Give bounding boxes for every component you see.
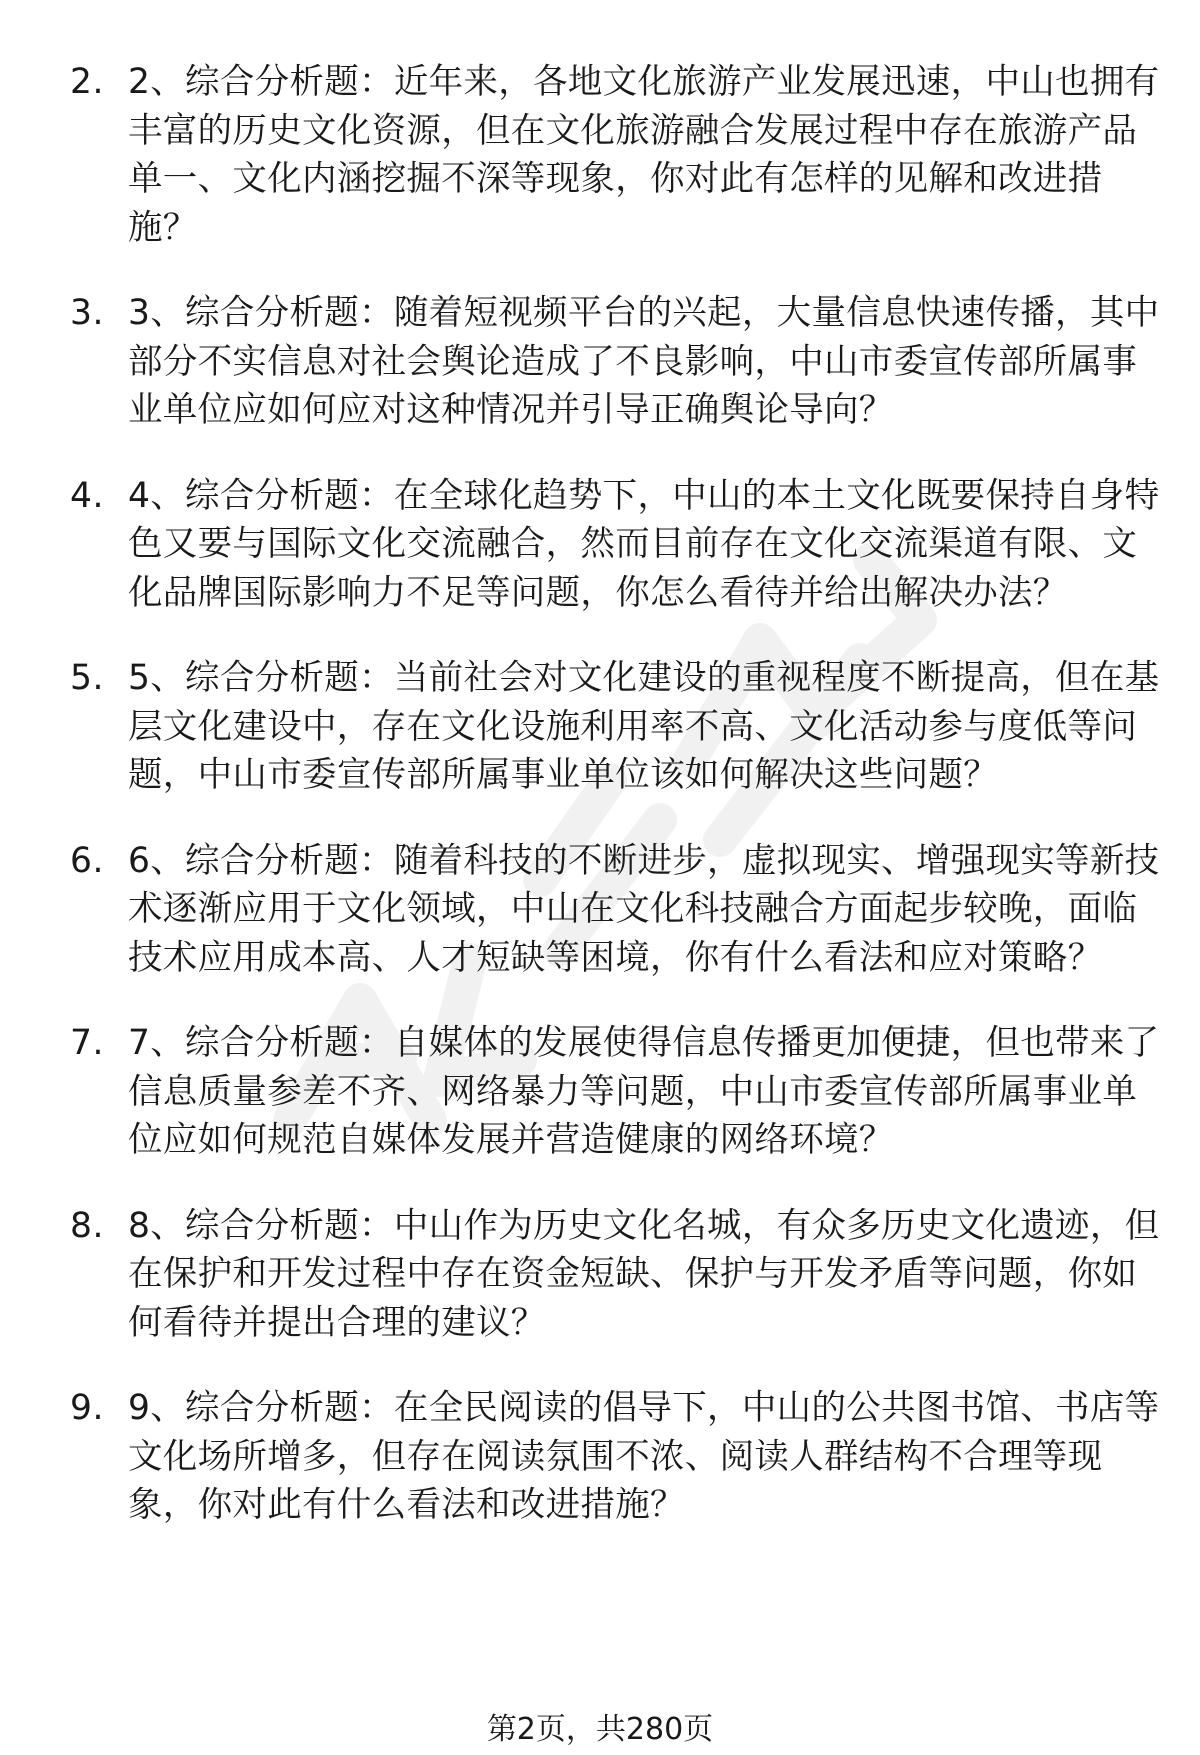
question-item <box>70 1019 1160 1165</box>
question-number: 8. <box>70 1205 104 1246</box>
question-number: 9. <box>70 1388 104 1428</box>
question-number: 7. <box>70 1023 104 1063</box>
question-text: 4、综合分析题：在全球化趋势下，中山的本土文化既要保持自身特色又要与国际文化交流融合，然而目前存在文化交流渠道有限、文化品牌国际影响力不足等问题，你怎么看待并给出解决办法？ <box>128 475 1160 613</box>
question-item <box>70 289 1160 435</box>
question-text: 7、综合分析题：自媒体的发展使得信息传播更加便捷，但也带来了信息质量参差不齐、网络暴力等问题，中山市委宣传部所属事业单位应如何规范自媒体发展并营造健康的网络环境？ <box>128 1023 1160 1160</box>
question-text: 3、综合分析题：随着短视频平台的兴起，大量信息快速传播，其中部分不实信息对社会舆论造成了不良影响，中山市委宣传部所属事业单位应如何应对这种情况并引导正确舆论导向？ <box>128 293 1160 430</box>
question-text: 8、综合分析题：中山作为历史文化名城，有众多历史文化遗迹，但在保护和开发过程中存在资金短缺、保护与开发矛盾等问题，你如何看待并提出合理的建议？ <box>128 1205 1160 1343</box>
question-number: 5. <box>70 658 104 698</box>
question-text: 2、综合分析题：近年来，各地文化旅游产业发展迅速，中山也拥有丰富的历史文化资源，但在文化旅游融合发展过程中存在旅游产品单一、文化内涵挖掘不深等现象，你对此有怎样的见解和改进措施？ <box>128 62 1160 248</box>
question-item <box>70 58 1160 252</box>
question-text: 6、综合分析题：随着科技的不断进步，虚拟现实、增强现实等新技术逐渐应用于文化领域，中山在文化科技融合方面起步较晚，面临技术应用成本高、人才短缺等困境，你有什么看法和应对策略？ <box>128 840 1160 978</box>
question-item <box>70 472 1160 618</box>
question-list <box>70 58 1160 1567</box>
question-item <box>70 654 1160 800</box>
question-number: 2. <box>70 62 104 102</box>
question-item <box>70 1202 1160 1348</box>
question-text: 5、综合分析题：当前社会对文化建设的重视程度不断提高，但在基层文化建设中，存在文化设施利用率不高、文化活动参与度低等问题，中山市委宣传部所属事业单位该如何解决这些问题？ <box>128 658 1160 795</box>
question-number: 4. <box>70 475 104 516</box>
question-item <box>70 1384 1160 1530</box>
question-item <box>70 837 1160 983</box>
page-number-footer: 第2页，共280页 <box>486 1712 714 1747</box>
question-text: 9、综合分析题：在全民阅读的倡导下，中山的公共图书馆、书店等文化场所增多，但存在阅读氛围不浓、阅读人群结构不合理等现象，你对此有什么看法和改进措施？ <box>128 1388 1160 1525</box>
question-number: 3. <box>70 293 104 333</box>
question-number: 6. <box>70 840 104 881</box>
